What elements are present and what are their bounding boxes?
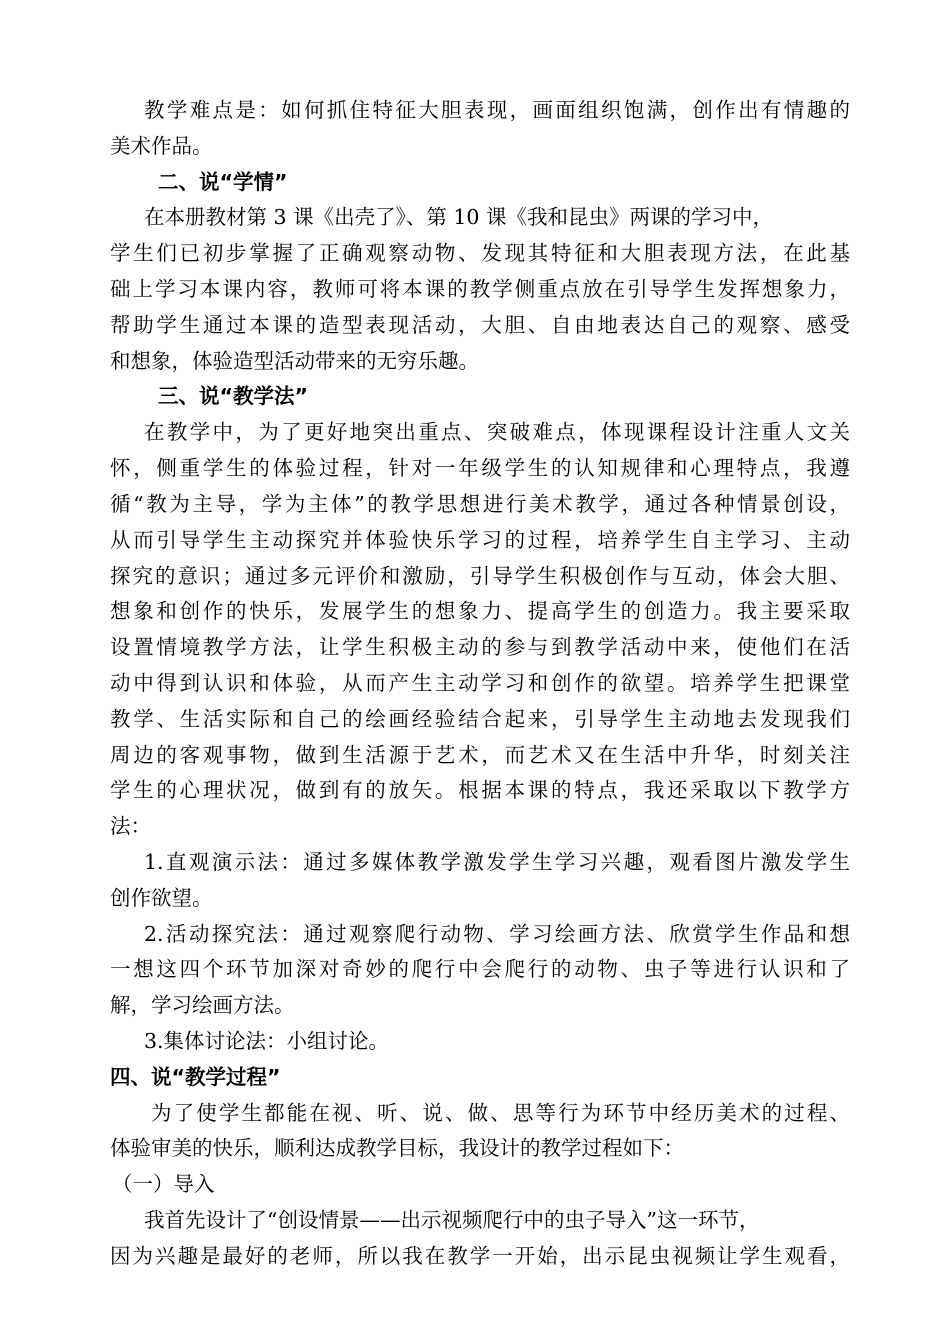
section-heading-jiaoxueguocheng: 四、说“教学过程” — [110, 1065, 281, 1089]
paragraph-line: 为了使学生都能在视、听、说、做、思等行为环节中经历美术的过程、 — [151, 1101, 850, 1125]
paragraph-line: 学生们已初步掌握了正确观察动物、发现其特征和大胆表现方法，在此基 — [110, 241, 850, 265]
paragraph-line: 教学难点是：如何抓住特征大胆表现，画面组织饱满，创作出有情趣的 — [144, 98, 850, 122]
paragraph-line: 创作欲望。 — [110, 886, 213, 910]
paragraph-line: 探究的意识；通过多元评价和激励，引导学生积极创作与互动，体会大胆、 — [110, 564, 850, 588]
paragraph-line: 周边的客观事物，做到生活源于艺术，而艺术又在生活中升华，时刻关注 — [110, 743, 850, 767]
paragraph-line: 在教学中，为了更好地突出重点、突破难点，体现课程设计注重人文关 — [144, 420, 850, 444]
subsection-heading-daoru: （一）导入 — [112, 1172, 215, 1196]
paragraph-line: 一想这四个环节加深对奇妙的爬行中会爬行的动物、虫子等进行认识和了 — [110, 957, 850, 981]
paragraph-line: 在本册教材第 3 课《出壳了》、第 10 课《我和昆虫》两课的学习中， — [144, 205, 773, 229]
paragraph-line: 因为兴趣是最好的老师，所以我在教学一开始，出示昆虫视频让学生观看， — [110, 1244, 850, 1268]
paragraph-line: 学生的心理状况，做到有的放矢。根据本课的特点，我还采取以下教学方 — [110, 778, 850, 802]
section-heading-xueqing: 二、说“学情” — [158, 170, 288, 194]
paragraph-line: 怀，侧重学生的体验过程，针对一年级学生的认知规律和心理特点，我遵 — [110, 456, 850, 480]
section-heading-jiaoxuefa: 三、说“教学法” — [158, 384, 308, 408]
paragraph-line: 础上学习本课内容，教师可将本课的教学侧重点放在引导学生发挥想象力， — [110, 277, 850, 301]
paragraph-line: 循“教为主导，学为主体”的教学思想进行美术教学，通过各种情景创设， — [110, 492, 850, 516]
paragraph-line: 动中得到认识和体验，从而产生主动学习和创作的欲望。培养学生把课堂 — [110, 671, 850, 695]
paragraph-line: 从而引导学生主动探究并体验快乐学习的过程，培养学生自主学习、主动 — [110, 528, 850, 552]
method-item-2: 2.活动探究法：通过观察爬行动物、学习绘画方法、欣赏学生作品和想 — [144, 922, 850, 946]
method-item-1: 1.直观演示法：通过多媒体教学激发学生学习兴趣，观看图片激发学生 — [144, 850, 850, 874]
paragraph-line: 解，学习绘画方法。 — [110, 993, 295, 1017]
method-item-3: 3.集体讨论法：小组讨论。 — [144, 1029, 390, 1053]
paragraph-line: 法： — [110, 814, 151, 838]
paragraph-line: 体验审美的快乐，顺利达成教学目标，我设计的教学过程如下： — [110, 1136, 684, 1160]
paragraph-line: 和想象，体验造型活动带来的无穷乐趣。 — [110, 349, 479, 373]
paragraph-line: 设置情境教学方法，让学生积极主动的参与到教学活动中来，使他们在活 — [110, 635, 850, 659]
paragraph-line: 美术作品。 — [110, 134, 213, 158]
paragraph-line: 我首先设计了“创设情景——出示视频爬行中的虫子导入”这一环节， — [144, 1208, 760, 1232]
paragraph-line: 想象和创作的快乐，发展学生的想象力、提高学生的创造力。我主要采取 — [110, 599, 850, 623]
paragraph-line: 教学、生活实际和自己的绘画经验结合起来，引导学生主动地去发现我们 — [110, 707, 850, 731]
paragraph-line: 帮助学生通过本课的造型表现活动，大胆、自由地表达自己的观察、感受 — [110, 313, 850, 337]
